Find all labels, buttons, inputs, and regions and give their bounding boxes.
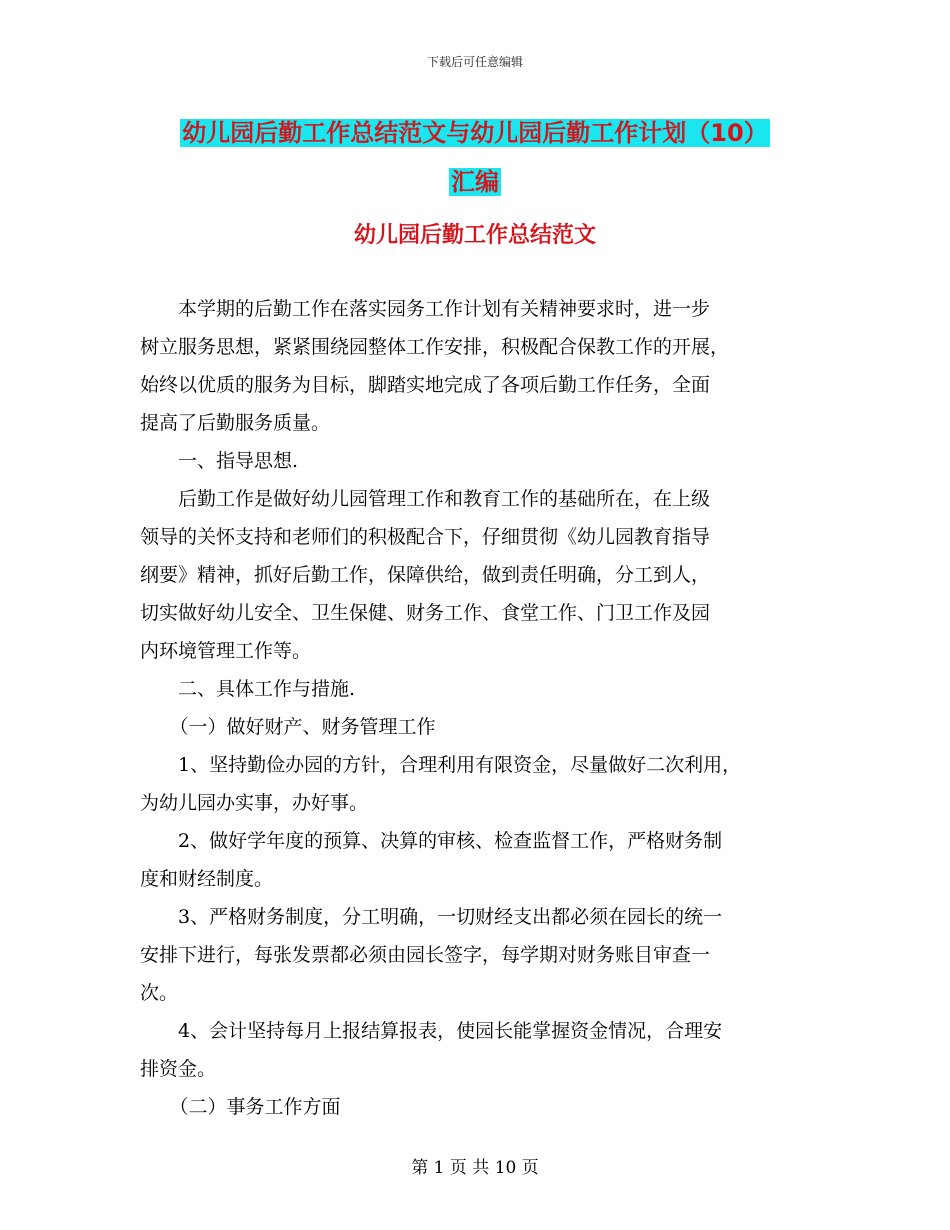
heading-specific-work: 二、具体工作与措施. xyxy=(178,678,356,700)
section-title: 幼儿园后勤工作总结范文 xyxy=(353,223,596,248)
document-title-line-2: 汇编 xyxy=(451,168,499,196)
document-title-line-1: 幼儿园后勤工作总结范文与幼儿园后勤工作计划（10） xyxy=(182,119,768,147)
paragraph-guiding-thought: 后勤工作是做好幼儿园管理工作和教育工作的基础所在，在上级 领导的关怀支持和老师们的积极配合下，仔细贯彻《幼儿园教育指导 纲要》精神，抓好后勤工作，保障供给，做到责任明确，分工到人， 切实做好幼儿安全、卫生保健、财务工作、食堂工作、门卫工作及园 内环境管理工作等。 xyxy=(140,488,711,662)
subheading-finance: （一）做好财产、财务管理工作 xyxy=(169,716,436,738)
list-item-2: 2、做好学年度的预算、决算的审核、检查监督工作，严格财务制 度和财经制度。 xyxy=(140,830,723,890)
heading-guiding-thought: 一、指导思想. xyxy=(178,450,299,472)
list-item-3: 3、严格财务制度，分工明确，一切财经支出都必须在园长的统一 安排下进行，每张发票都必须由园长签字，每学期对财务账目审查一 次。 xyxy=(140,906,723,1004)
header-note: 下载后可任意编辑 xyxy=(426,55,523,69)
paragraph-intro: 本学期的后勤工作在落实园务工作计划有关精神要求时，进一步 树立服务思想，紧紧围绕园整体工作安排，积极配合保教工作的开展， 始终以优质的服务为目标，脚踏实地完成了各项后勤工作任务，全面 提高了后勤服务质量。 xyxy=(140,298,730,434)
list-item-1: 1、坚持勤俭办园的方针，合理利用有限资金，尽量做好二次利用， 为幼儿园办实事，办好事。 xyxy=(140,754,742,814)
document-title xyxy=(0,112,950,203)
list-item-4: 4、会计坚持每月上报结算报表，使园长能掌握资金情况，合理安 排资金。 xyxy=(140,1020,723,1080)
document-body xyxy=(140,290,830,1126)
page-footer: 第 1 页 共 10 页 xyxy=(411,1158,539,1178)
subheading-affairs: （二）事务工作方面 xyxy=(169,1096,341,1118)
